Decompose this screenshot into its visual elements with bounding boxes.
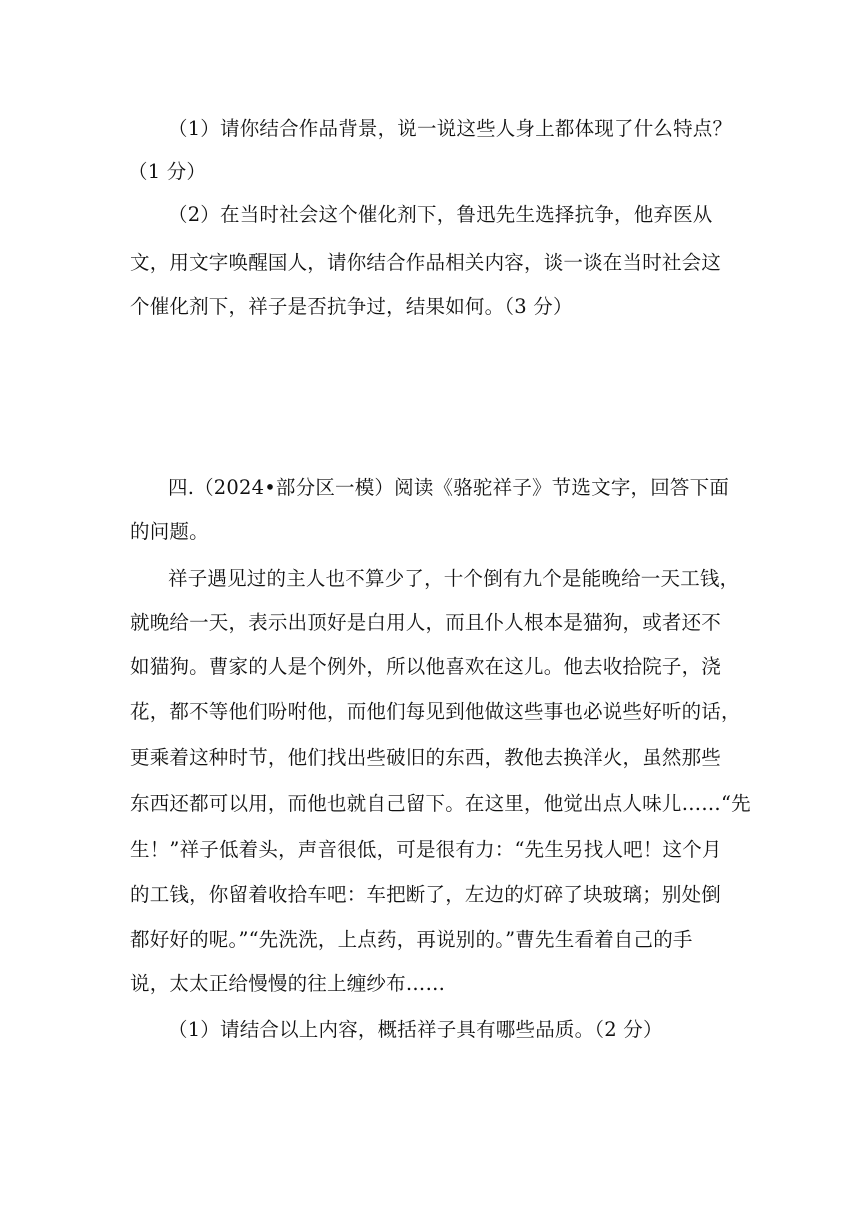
question-4-1: （1）请结合以上内容，概括祥子具有哪些品质。（2 分） (168, 1018, 663, 1041)
passage-line: 生！”祥子低着头，声音很低，可是很有力：“先生另找人吧！这个月 (130, 838, 722, 861)
passage-line: 的工钱，你留着收拾车吧：车把断了，左边的灯碎了块玻璃；别处倒 (130, 883, 722, 906)
passage-line: 就晚给一天，表示出顶好是白用人，而且仆人根本是猫狗，或者还不 (130, 611, 722, 634)
passage-line: 说，太太正给慢慢的往上缠纱布…… (130, 972, 446, 995)
passage-line: 祥子遇见过的主人也不算少了，十个倒有九个是能晚给一天工钱， (168, 567, 740, 590)
passage-line: 都好好的呢。”“先洗洗，上点药，再说别的。”曹先生看着自己的手 (130, 928, 693, 951)
section-4-heading-line-2: 的问题。 (130, 520, 209, 543)
section-4-heading-line-1: 四.（2024•部分区一模）阅读《骆驼祥子》节选文字，回答下面 (168, 476, 730, 499)
question-3-1-line-1: （1）请你结合作品背景，说一说这些人身上都体现了什么特点？ (168, 117, 733, 140)
question-3-2-line-3: 个催化剂下，祥子是否抗争过，结果如何。（3 分） (130, 295, 573, 318)
passage-line: 东西还都可以用，而他也就自己留下。在这里，他觉出点人味儿……“先 (130, 792, 751, 815)
passage-line: 如猫狗。曹家的人是个例外，所以他喜欢在这儿。他去收拾院子，浇 (130, 655, 722, 678)
passage-line: 更乘着这种时节，他们找出些破旧的东西，教他去换洋火，虽然那些 (130, 746, 722, 769)
question-3-2-line-1: （2）在当时社会这个催化剂下，鲁迅先生选择抗争，他弃医从 (168, 203, 713, 226)
question-3-2-line-2: 文，用文字唤醒国人，请你结合作品相关内容，谈一谈在当时社会这 (130, 251, 722, 274)
question-3-1-line-2: （1 分） (128, 160, 207, 183)
passage-line: 花，都不等他们吩咐他，而他们每见到他做这些事也必说些好听的话， (130, 700, 741, 723)
